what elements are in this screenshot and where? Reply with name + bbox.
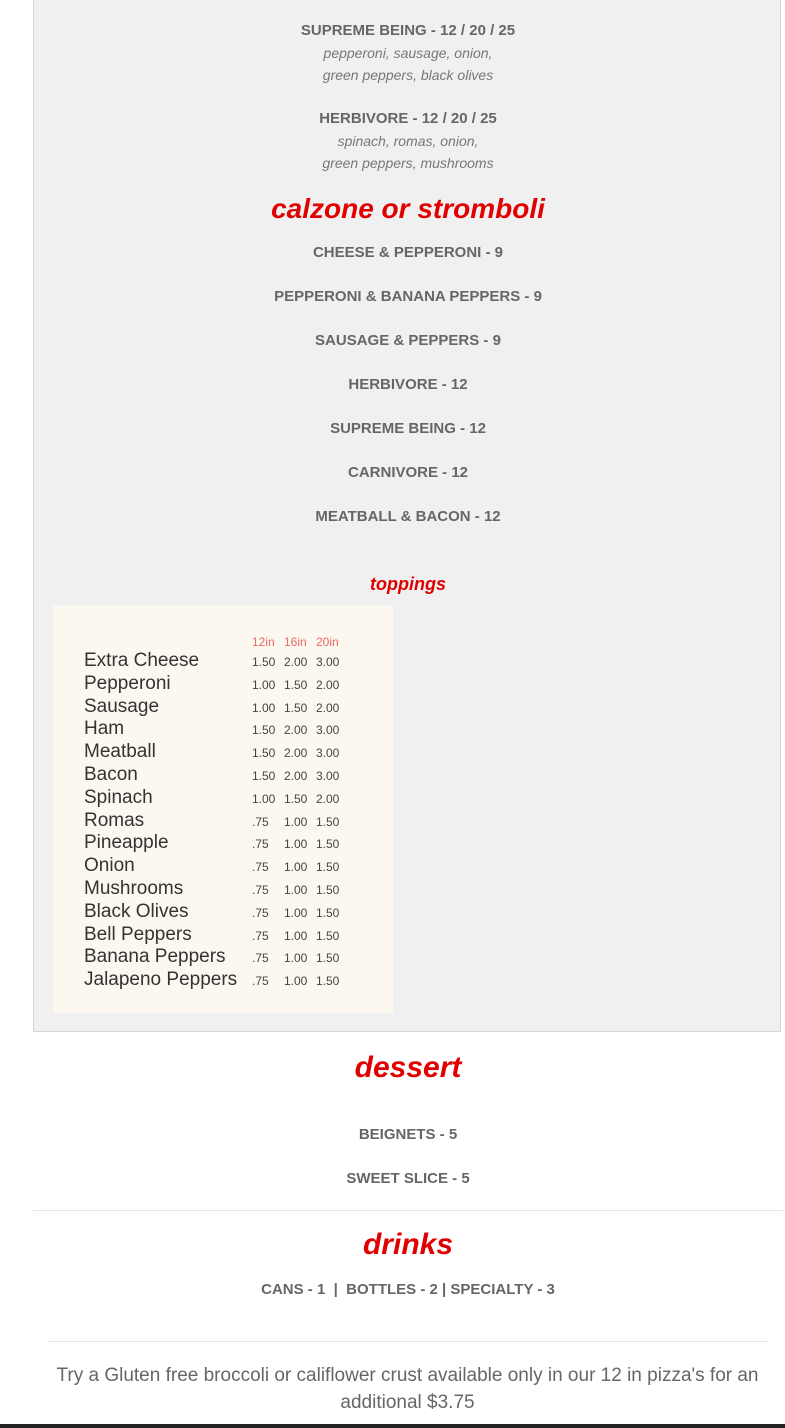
- topping-row: [53, 787, 393, 809]
- topping-row: [53, 718, 393, 740]
- topping-row: [53, 878, 393, 900]
- menu-item-description: pepperoni, sausage, onion,: [323, 45, 493, 61]
- menu-item: SAUSAGE & PEPPERS - 9: [315, 332, 501, 349]
- topping-price: 2.00: [284, 746, 308, 761]
- topping-name: Pineapple: [84, 832, 169, 854]
- topping-row: [53, 901, 393, 923]
- menu-item-description: spinach, romas, onion,: [337, 133, 479, 149]
- topping-name: Romas: [84, 809, 145, 831]
- topping-price: 1.00: [284, 814, 308, 829]
- menu-item-sweet-slice: SWEET SLICE - 5: [346, 1170, 470, 1187]
- menu-item: PEPPERONI & BANANA PEPPERS - 9: [274, 288, 542, 305]
- topping-row: [53, 673, 393, 695]
- menu-item-supreme-being: SUPREME BEING - 12 / 20 / 25: [300, 22, 516, 39]
- section-title-toppings: toppings: [370, 574, 446, 594]
- topping-name: Ham: [84, 718, 125, 740]
- topping-name: Spinach: [84, 786, 153, 808]
- topping-price: 1.50: [284, 791, 308, 806]
- topping-price: 1.00: [284, 883, 308, 897]
- topping-name: Pepperoni: [84, 672, 171, 694]
- topping-price: 3.00: [316, 655, 340, 669]
- topping-name: Banana Peppers: [84, 946, 226, 968]
- topping-price: 1.00: [252, 791, 276, 806]
- topping-price: 1.00: [284, 860, 308, 875]
- topping-name: Extra Cheese: [84, 650, 200, 671]
- topping-price: 1.00: [284, 974, 308, 989]
- topping-price: 1.50: [316, 883, 340, 897]
- topping-price: 1.00: [284, 837, 308, 852]
- menu-item-description: green peppers, black olives: [322, 67, 494, 83]
- topping-price: .75: [252, 814, 269, 829]
- menu-item: MEATBALL & BACON - 12: [315, 508, 501, 525]
- bottom-bar: [0, 1424, 785, 1428]
- topping-row: [53, 810, 393, 832]
- topping-price: 3.00: [316, 746, 340, 761]
- topping-price: 1.00: [284, 928, 308, 943]
- menu-item: CHEESE & PEPPERONI - 9: [312, 244, 504, 261]
- topping-name: Bacon: [84, 764, 138, 785]
- topping-price: .75: [252, 974, 269, 989]
- topping-name: Meatball: [84, 741, 156, 763]
- topping-row: [53, 696, 393, 718]
- topping-price: 2.00: [284, 723, 308, 738]
- topping-name: Onion: [84, 855, 135, 877]
- topping-price: 1.50: [252, 655, 276, 669]
- topping-price: .75: [252, 860, 269, 875]
- size-header-12in: 12in: [252, 635, 275, 649]
- topping-name: Black Olives: [84, 900, 189, 922]
- topping-price: 1.50: [252, 746, 276, 761]
- divider: [48, 1341, 768, 1342]
- size-header-16in: 16in: [284, 635, 307, 649]
- topping-price: 1.50: [316, 860, 340, 875]
- topping-price: 1.50: [284, 677, 308, 692]
- topping-price: 2.00: [316, 700, 340, 715]
- topping-price: 1.00: [252, 677, 276, 692]
- topping-row: [53, 741, 393, 763]
- topping-row: [53, 946, 393, 968]
- topping-price: 3.00: [316, 723, 340, 738]
- topping-name: Bell Peppers: [84, 923, 192, 945]
- topping-price: 1.50: [316, 905, 340, 920]
- topping-price: 1.50: [316, 928, 340, 943]
- section-title-calzone: calzone or stromboli: [271, 193, 545, 224]
- topping-price: 1.50: [316, 814, 340, 829]
- menu-item: SUPREME BEING - 12: [330, 420, 486, 437]
- topping-price: 2.00: [284, 769, 308, 783]
- topping-row: [53, 855, 393, 877]
- topping-price: 1.50: [316, 951, 340, 966]
- topping-price: 2.00: [284, 655, 308, 669]
- menu-item-beignets: BEIGNETS - 5: [358, 1126, 458, 1143]
- topping-price: 1.50: [316, 837, 340, 852]
- topping-price: 3.00: [316, 769, 340, 783]
- topping-price: 1.00: [252, 700, 276, 715]
- topping-row: [53, 764, 393, 786]
- topping-price: .75: [252, 837, 269, 852]
- toppings-price-card: [53, 606, 393, 1013]
- topping-price: 1.00: [284, 905, 308, 920]
- topping-price: 2.00: [316, 791, 340, 806]
- topping-price: .75: [252, 883, 269, 897]
- menu-item-herbivore: HERBIVORE - 12 / 20 / 25: [319, 110, 497, 127]
- topping-row: [53, 969, 393, 991]
- size-header-20in: 20in: [316, 635, 339, 649]
- topping-price: 1.00: [284, 951, 308, 966]
- topping-price: 1.50: [316, 974, 340, 989]
- topping-price: .75: [252, 928, 269, 943]
- drinks-prices: CANS - 1 | BOTTLES - 2 | SPECIALTY - 3: [261, 1281, 555, 1298]
- divider: [33, 1210, 783, 1211]
- menu-item: CARNIVORE - 12: [347, 464, 469, 481]
- menu-item: HERBIVORE - 12: [348, 376, 468, 393]
- gluten-free-note: Try a Gluten free broccoli or califlower crust available only in our 12 in pizza's for an additional $3.75: [56, 1365, 759, 1413]
- topping-price: 1.50: [252, 723, 276, 738]
- topping-price: 1.50: [284, 700, 308, 715]
- topping-price: 2.00: [316, 677, 340, 692]
- topping-price: 1.50: [252, 769, 276, 783]
- menu-item-description: green peppers, mushrooms: [322, 155, 494, 171]
- topping-name: Sausage: [84, 695, 160, 717]
- topping-price: .75: [252, 951, 269, 966]
- section-title-drinks: drinks: [362, 1228, 454, 1261]
- topping-row: [53, 832, 393, 854]
- section-title-dessert: dessert: [354, 1051, 462, 1084]
- topping-name: Jalapeno Peppers: [84, 969, 238, 991]
- topping-row: [53, 924, 393, 946]
- topping-row: [53, 650, 393, 672]
- topping-name: Mushrooms: [84, 878, 184, 899]
- topping-price: .75: [252, 905, 269, 920]
